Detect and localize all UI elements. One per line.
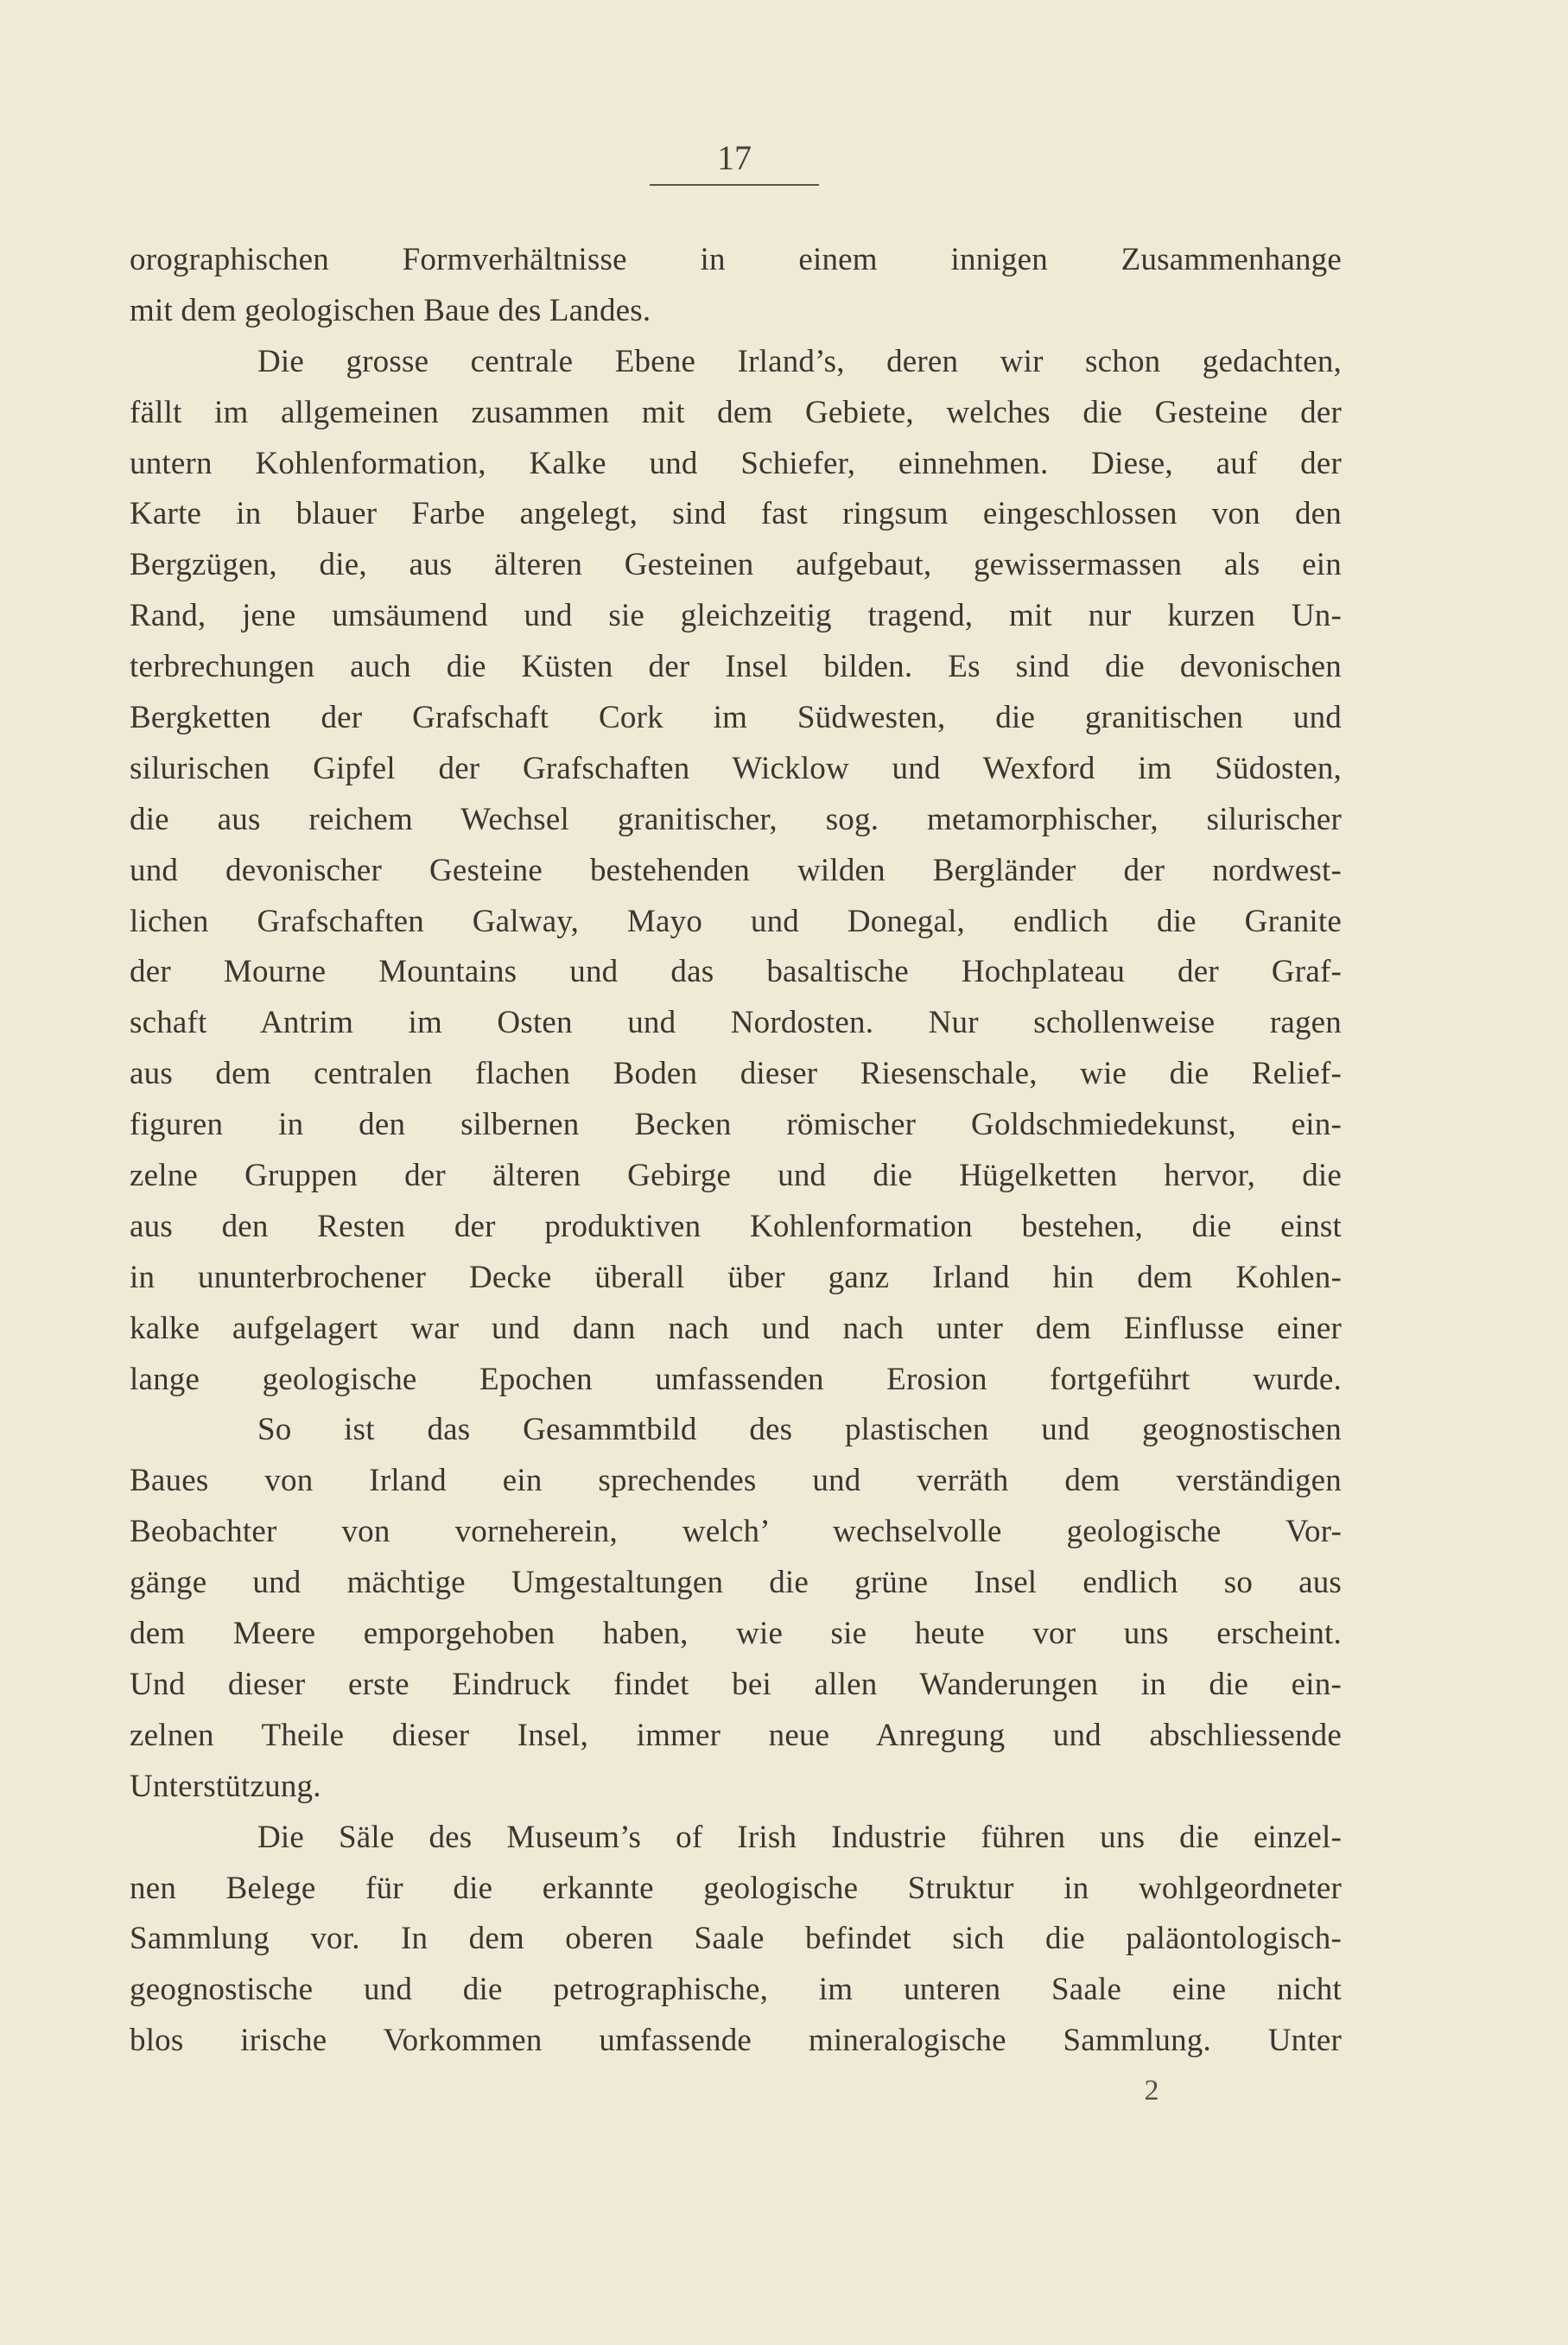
text-line: Baues von Irland ein sprechendes und verräth dem verständigen (130, 1463, 1342, 1499)
page-number: 17 (717, 138, 752, 177)
text-line: aus den Resten der produktiven Kohlenformation bestehen, die einst (130, 1208, 1342, 1244)
text-line: Die Säle des Museum’s of Irish Industrie führen uns die einzel- (257, 1819, 1342, 1855)
text-line: silurischen Gipfel der Grafschaften Wicklow und Wexford im Südosten, (130, 750, 1342, 786)
text-line: aus dem centralen flachen Boden dieser Riesenschale, wie die Relief- (130, 1056, 1342, 1092)
text-line: Bergketten der Grafschaft Cork im Südwesten, die granitischen und (130, 700, 1342, 736)
text-line: So ist das Gesammtbild des plastischen und geognostischen (257, 1412, 1342, 1448)
text-line: untern Kohlenformation, Kalke und Schiefer, einnehmen. Diese, auf der (130, 445, 1342, 481)
text-line: schaft Antrim im Osten und Nordosten. Nur schollenweise ragen (130, 1005, 1342, 1041)
text-line: Unterstützung. (130, 1768, 321, 1804)
text-line: Und dieser erste Eindruck findet bei allen Wanderungen in die ein- (130, 1666, 1342, 1702)
text-line: Bergzügen, die, aus älteren Gesteinen aufgebaut, gewissermassen als ein (130, 547, 1342, 583)
header-rule (650, 184, 819, 186)
text-line: in ununterbrochener Decke überall über ganz Irland hin dem Kohlen- (130, 1259, 1342, 1295)
text-line: kalke aufgelagert war und dann nach und nach unter dem Einflusse einer (130, 1310, 1342, 1346)
text-line: fällt im allgemeinen zusammen mit dem Gebiete, welches die Gesteine der (130, 394, 1342, 430)
text-line: Rand, jene umsäumend und sie gleichzeitig tragend, mit nur kurzen Un- (130, 598, 1342, 634)
text-line: lange geologische Epochen umfassenden Erosion fortgeführt wurde. (130, 1361, 1342, 1397)
text-line: zelne Gruppen der älteren Gebirge und die Hügelketten hervor, die (130, 1158, 1342, 1194)
text-line: Die grosse centrale Ebene Irland’s, deren wir schon gedachten, (257, 343, 1342, 379)
text-line: mit dem geologischen Baue des Landes. (130, 292, 651, 328)
signature-mark: 2 (1144, 2075, 1159, 2107)
text-line: geognostische und die petrographische, im unteren Saale eine nicht (130, 1972, 1342, 2008)
text-line: figuren in den silbernen Becken römischer Goldschmiedekunst, ein- (130, 1107, 1342, 1143)
text-line: blos irische Vorkommen umfassende mineralogische Sammlung. Unter (130, 2023, 1342, 2059)
text-line: Beobachter von vorneherein, welch’ wechselvolle geologische Vor- (130, 1514, 1342, 1550)
text-line: der Mourne Mountains und das basaltische Hochplateau der Graf- (130, 954, 1342, 990)
text-line: die aus reichem Wechsel granitischer, sog. metamorphischer, silurischer (130, 801, 1342, 837)
text-line: orographischen Formverhältnisse in einem innigen Zusammenhange (130, 242, 1342, 277)
text-line: terbrechungen auch die Küsten der Insel bilden. Es sind die devonischen (130, 649, 1342, 685)
body-text (130, 235, 1342, 2067)
text-line: nen Belege für die erkannte geologische Struktur in wohlgeordneter (130, 1870, 1342, 1906)
text-line: lichen Grafschaften Galway, Mayo und Donegal, endlich die Granite (130, 903, 1342, 939)
text-line: Sammlung vor. In dem oberen Saale befindet sich die paläontologisch- (130, 1921, 1342, 1957)
text-line: und devonischer Gesteine bestehenden wilden Bergländer der nordwest- (130, 852, 1342, 888)
text-line: gänge und mächtige Umgestaltungen die grüne Insel endlich so aus (130, 1565, 1342, 1601)
text-line: Karte in blauer Farbe angelegt, sind fast ringsum eingeschlossen von den (130, 496, 1342, 532)
text-line: dem Meere emporgehoben haben, wie sie heute vor uns erscheint. (130, 1616, 1342, 1652)
text-line: zelnen Theile dieser Insel, immer neue Anregung und abschliessende (130, 1717, 1342, 1753)
